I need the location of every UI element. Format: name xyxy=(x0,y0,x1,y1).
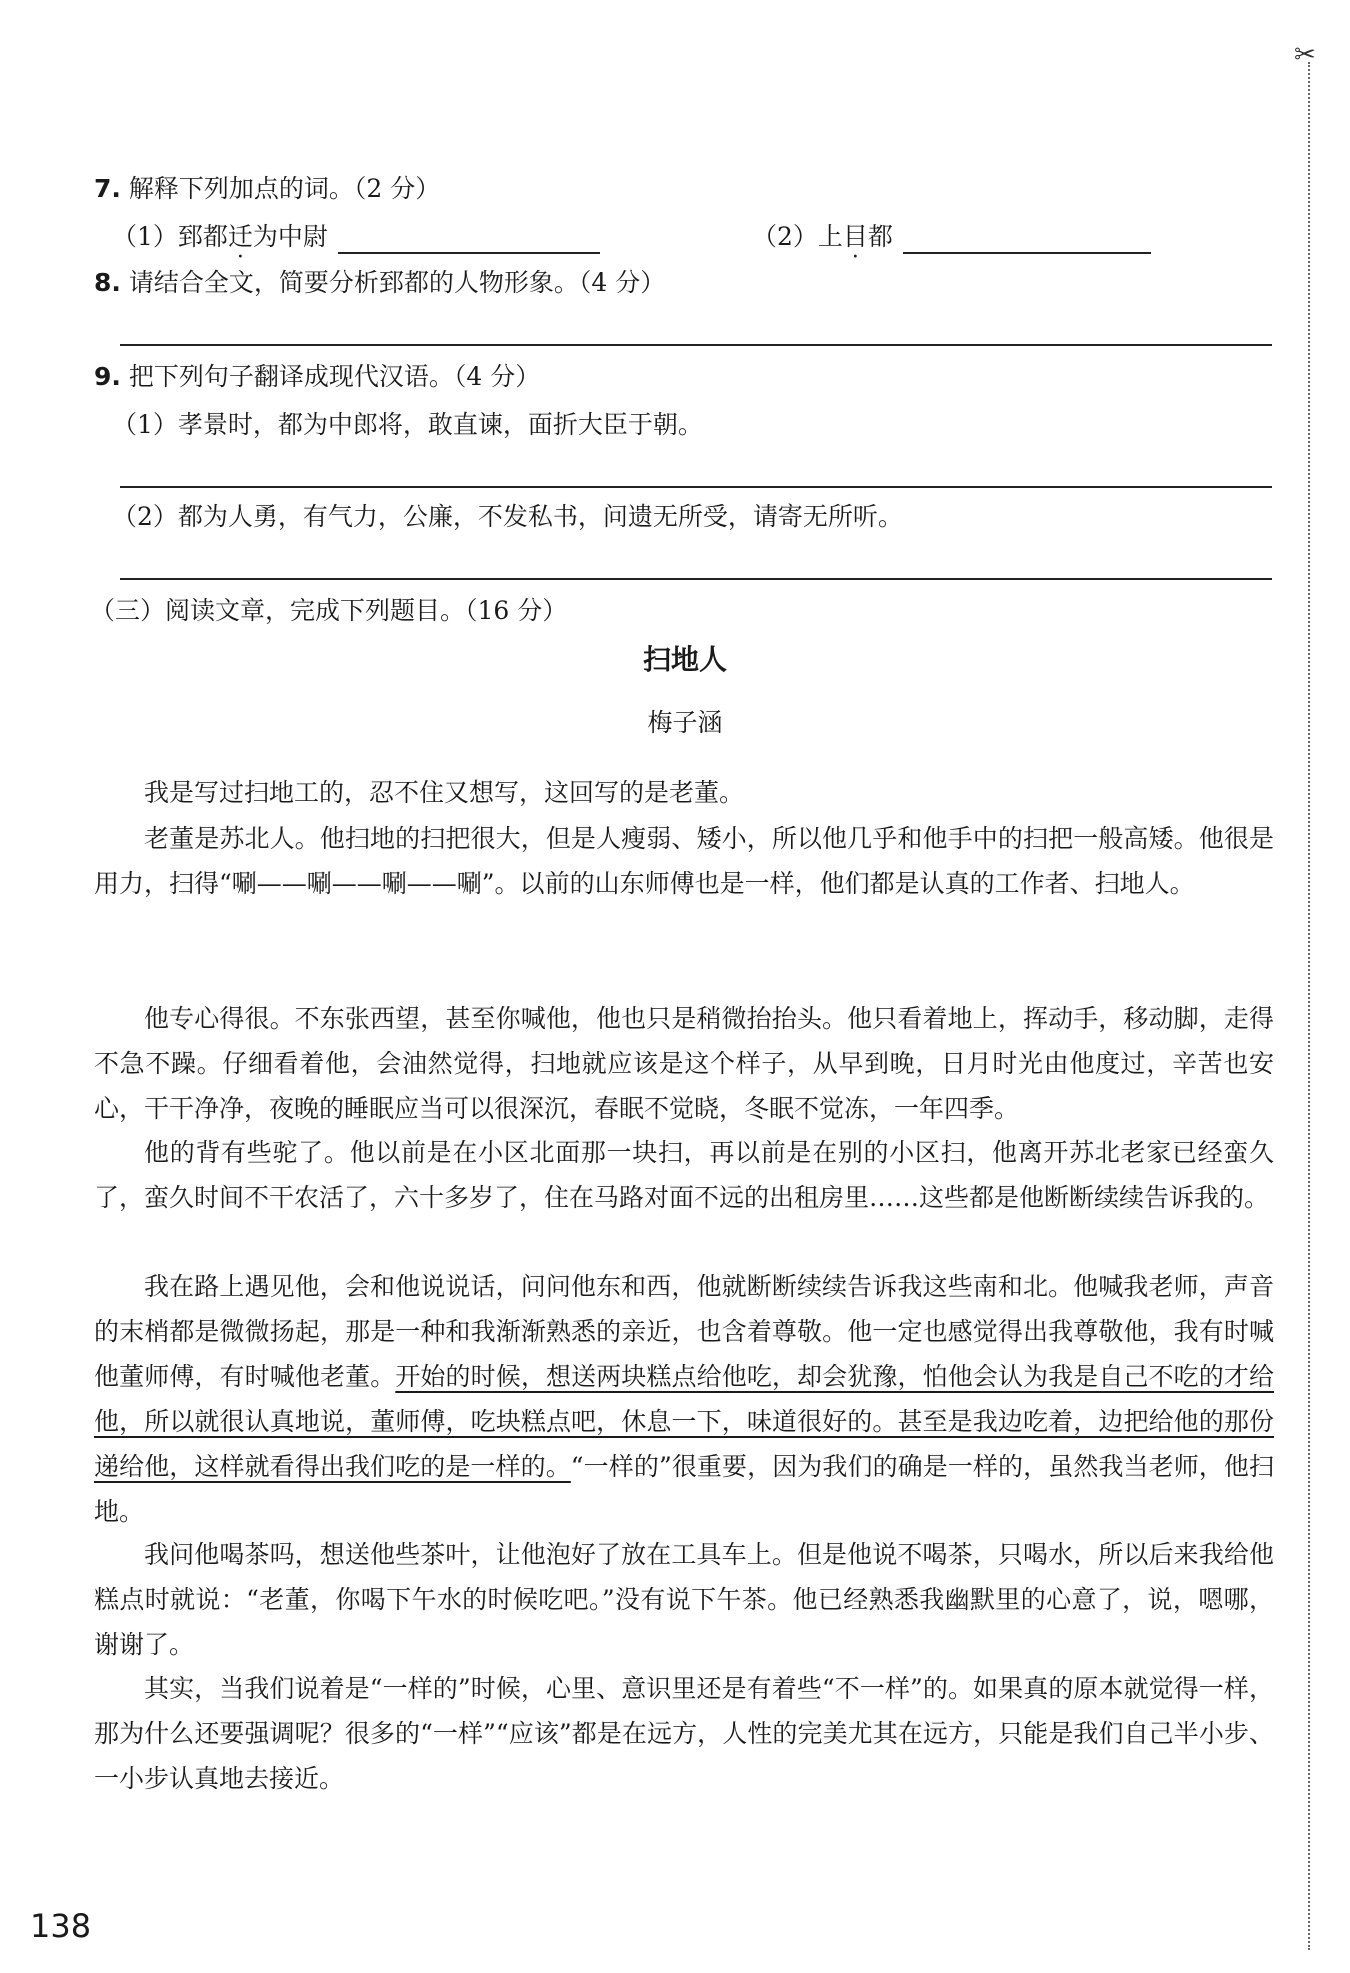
cut-line xyxy=(1308,62,1310,1950)
answer-line[interactable] xyxy=(120,578,1272,580)
question-7-item-2 xyxy=(752,220,1151,254)
item-text: 为中尉 xyxy=(252,222,328,251)
question-9 xyxy=(94,360,540,394)
paragraph-text: 我在路上遇见他，会和他说说话，问问他东和西，他就断断续续告诉我这些南和北。他喊我老师，声音的末梢都是微微扬起，那是一种和我渐渐熟悉的亲近，也含着尊敬。他一定也感觉得出我尊敬他，我有时喊他董师傅，有时喊他老董。 xyxy=(94,1272,1274,1391)
item-text: （2）上 xyxy=(752,222,843,251)
underlined-sentence: 开始的时候，想送两块糕点给他吃，却会犹豫，怕他会认为我是自己不吃的才给他，所以就很认真地说，董师傅，吃块糕点吧，休息一下，味道很好的。甚至是我边吃着，边把给他的那份递给他，这样就看得出我们吃的是一样的。 xyxy=(94,1362,1274,1481)
paragraph-2: 老董是苏北人。他扫地的扫把很大，但是人瘦弱、矮小，所以他几乎和他手中的扫把一般高矮。他很是用力，扫得“唰——唰——唰——唰”。以前的山东师傅也是一样，他们都是认真的工作者、扫地人。 xyxy=(94,824,1274,898)
item-text: （1）郅都 xyxy=(112,222,228,251)
question-number: 9. xyxy=(94,362,121,391)
question-7 xyxy=(94,172,440,206)
question-text: 解释下列加点的词。（2 分） xyxy=(120,174,441,203)
scissors-icon: ✂ xyxy=(1294,40,1316,70)
item-text: 都 xyxy=(867,222,893,251)
question-8 xyxy=(94,266,665,300)
question-text: 请结合全文，简要分析郅都的人物形象。（4 分） xyxy=(120,268,666,297)
question-9-sentence-1: （1）孝景时，都为中郎将，敢直谏，面折大臣于朝。 xyxy=(112,410,703,439)
answer-line[interactable] xyxy=(120,486,1272,488)
page-number: 138 xyxy=(30,1907,92,1945)
paragraph-text: “一样的”很重要，因为我们的确是一样的，虽然我当老师，他扫地。 xyxy=(94,1452,1274,1526)
question-number: 7. xyxy=(94,174,121,203)
paragraph-7: 其实，当我们说着是“一样的”时候，心里、意识里还是有着些“不一样”的。如果真的原本就觉得一样，那为什么还要强调呢？很多的“一样”“应该”都是在远方，人性的完美尤其在远方，只能是我们自己半小步、一小步认真地去接近。 xyxy=(94,1674,1274,1793)
paragraph-1: 我是写过扫地工的，忍不住又想写，这回写的是老董。 xyxy=(144,778,745,807)
article-author: 梅子涵 xyxy=(647,708,723,737)
question-9-sentence-2: （2）都为人勇，有气力，公廉，不发私书，问遗无所受，请寄无所听。 xyxy=(112,502,903,531)
section-heading: （三）阅读文章，完成下列题目。（16 分） xyxy=(90,596,568,625)
paragraph-5 xyxy=(94,1264,1274,1534)
paragraph-4: 他的背有些驼了。他以前是在小区北面那一块扫，再以前是在别的小区扫，他离开苏北老家已经蛮久了，蛮久时间不干农活了，六十多岁了，住在马路对面不远的出租房里……这些都是他断断续续告诉我的。 xyxy=(94,1138,1274,1212)
dotted-word: 目 xyxy=(842,222,868,251)
answer-line[interactable] xyxy=(120,344,1272,346)
paragraph-3: 他专心得很。不东张西望，甚至你喊他，他也只是稍微抬抬头。他只看着地上，挥动手，移动脚，走得不急不躁。仔细看着他，会油然觉得，扫地就应该是这个样子，从早到晚，日月时光由他度过，辛苦也安心，干干净净，夜晚的睡眠应当可以很深沉，春眠不觉晓，冬眠不觉冻，一年四季。 xyxy=(94,1004,1274,1123)
question-text: 把下列句子翻译成现代汉语。（4 分） xyxy=(120,362,541,391)
answer-blank[interactable] xyxy=(903,224,1151,254)
paragraph-6: 我问他喝茶吗，想送他些茶叶，让他泡好了放在工具车上。但是他说不喝茶，只喝水，所以后来我给他糕点时就说：“老董，你喝下午水的时候吃吧。”没有说下午茶。他已经熟悉我幽默里的心意了，说，嗯哪，谢谢了。 xyxy=(94,1540,1274,1659)
article-title: 扫地人 xyxy=(642,643,727,676)
question-number: 8. xyxy=(94,268,121,297)
answer-blank[interactable] xyxy=(338,224,600,254)
question-7-item-1 xyxy=(112,220,600,254)
dotted-word: 迁 xyxy=(227,222,253,251)
